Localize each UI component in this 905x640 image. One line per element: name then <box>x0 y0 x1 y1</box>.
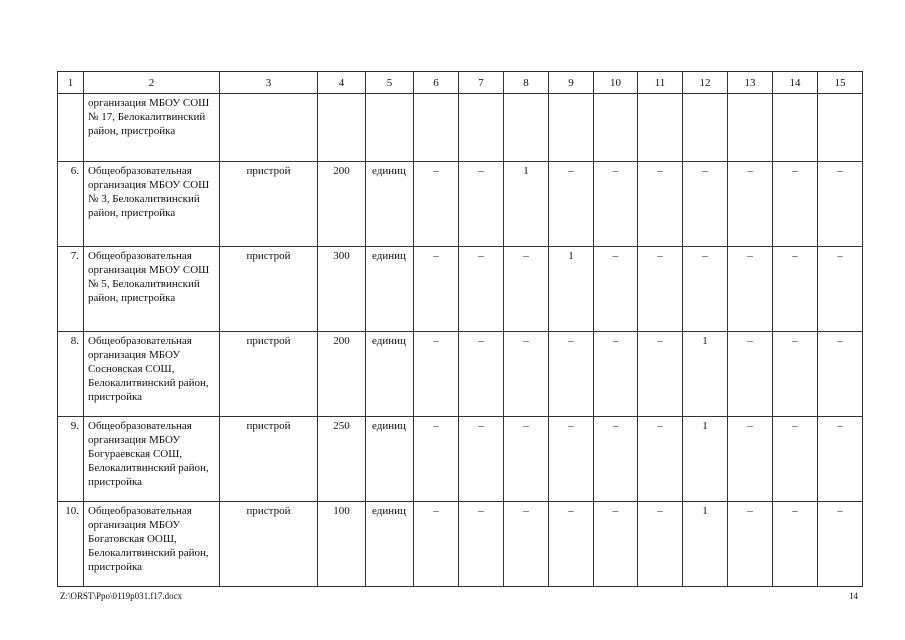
header-cell: 8 <box>504 72 549 94</box>
footer-file-path: Z:\ORST\Ppo\0119p031.f17.docx <box>60 591 183 601</box>
row-number-cell: 9. <box>58 417 84 502</box>
header-cell: 7 <box>459 72 504 94</box>
row-type-cell: пристрой <box>220 332 318 417</box>
table-header-row <box>58 72 863 94</box>
row-type-cell: пристрой <box>220 417 318 502</box>
row-name-cell: Общеобразовательная организация МБОУ СОШ № 3, Белокалитвинский район, пристройка <box>84 162 220 247</box>
row-name-cell: Общеобразовательная организация МБОУ Богатовская ООШ, Белокалитвинский район, пристройка <box>84 502 220 587</box>
header-cell: 5 <box>366 72 414 94</box>
row-value-cell: – <box>728 332 773 417</box>
row-value-cell: – <box>459 502 504 587</box>
header-cell: 3 <box>220 72 318 94</box>
row-capacity-cell: 100 <box>318 502 366 587</box>
row-value-cell <box>638 94 683 162</box>
table-row <box>58 502 863 587</box>
row-value-cell: – <box>504 332 549 417</box>
row-value-cell: – <box>818 332 863 417</box>
row-value-cell <box>594 94 638 162</box>
row-value-cell: – <box>504 502 549 587</box>
row-value-cell: – <box>773 502 818 587</box>
row-value-cell: – <box>638 502 683 587</box>
row-value-cell: – <box>594 502 638 587</box>
row-value-cell: – <box>549 502 594 587</box>
row-value-cell <box>818 94 863 162</box>
header-cell: 6 <box>414 72 459 94</box>
row-capacity-cell: 200 <box>318 162 366 247</box>
table-row-continuation <box>58 94 863 162</box>
row-value-cell <box>549 94 594 162</box>
row-type-cell: пристрой <box>220 502 318 587</box>
header-cell: 1 <box>58 72 84 94</box>
row-value-cell: – <box>773 162 818 247</box>
row-value-cell: – <box>414 332 459 417</box>
row-type-cell <box>220 94 318 162</box>
row-unit-cell: единиц <box>366 162 414 247</box>
row-value-cell: – <box>504 247 549 332</box>
row-value-cell: – <box>638 332 683 417</box>
row-value-cell <box>459 94 504 162</box>
header-cell: 15 <box>818 72 863 94</box>
row-value-cell: – <box>638 247 683 332</box>
row-value-cell: – <box>638 417 683 502</box>
row-unit-cell: единиц <box>366 332 414 417</box>
row-capacity-cell <box>318 94 366 162</box>
row-type-cell: пристрой <box>220 162 318 247</box>
row-value-cell: – <box>459 332 504 417</box>
row-value-cell: 1 <box>683 417 728 502</box>
header-cell: 11 <box>638 72 683 94</box>
table-row <box>58 332 863 417</box>
row-value-cell: – <box>459 247 504 332</box>
row-number-cell: 6. <box>58 162 84 247</box>
row-value-cell: – <box>594 417 638 502</box>
row-value-cell <box>504 94 549 162</box>
row-value-cell: – <box>773 332 818 417</box>
header-cell: 14 <box>773 72 818 94</box>
row-value-cell: 1 <box>683 502 728 587</box>
row-value-cell: – <box>414 417 459 502</box>
row-capacity-cell: 250 <box>318 417 366 502</box>
row-value-cell: – <box>728 502 773 587</box>
row-value-cell: 1 <box>683 332 728 417</box>
row-name-cell: организация МБОУ СОШ № 17, Белокалитвинский район, пристройка <box>84 94 220 162</box>
header-cell: 12 <box>683 72 728 94</box>
row-value-cell: – <box>414 162 459 247</box>
row-value-cell: – <box>683 162 728 247</box>
row-value-cell: – <box>818 502 863 587</box>
row-capacity-cell: 200 <box>318 332 366 417</box>
row-value-cell: – <box>818 162 863 247</box>
row-value-cell <box>414 94 459 162</box>
row-name-cell: Общеобразовательная организация МБОУ Богураевская СОШ, Белокалитвинский район, пристройка <box>84 417 220 502</box>
row-unit-cell: единиц <box>366 247 414 332</box>
row-value-cell: – <box>728 417 773 502</box>
table-body <box>58 72 863 587</box>
header-cell: 10 <box>594 72 638 94</box>
row-value-cell: – <box>549 417 594 502</box>
row-value-cell: – <box>728 162 773 247</box>
row-value-cell: – <box>414 502 459 587</box>
row-value-cell: – <box>504 417 549 502</box>
row-name-cell: Общеобразовательная организация МБОУ Сосновская СОШ, Белокалитвинский район, пристройка <box>84 332 220 417</box>
row-value-cell: – <box>414 247 459 332</box>
row-capacity-cell: 300 <box>318 247 366 332</box>
table-row <box>58 162 863 247</box>
header-cell: 4 <box>318 72 366 94</box>
header-cell: 9 <box>549 72 594 94</box>
row-value-cell: – <box>773 417 818 502</box>
row-value-cell: – <box>459 162 504 247</box>
header-cell: 13 <box>728 72 773 94</box>
row-value-cell: – <box>818 247 863 332</box>
row-value-cell: – <box>459 417 504 502</box>
row-unit-cell <box>366 94 414 162</box>
row-value-cell: – <box>638 162 683 247</box>
row-number-cell <box>58 94 84 162</box>
row-value-cell: – <box>594 332 638 417</box>
row-unit-cell: единиц <box>366 502 414 587</box>
row-number-cell: 10. <box>58 502 84 587</box>
row-number-cell: 7. <box>58 247 84 332</box>
table-row <box>58 247 863 332</box>
row-value-cell: 1 <box>549 247 594 332</box>
row-value-cell: – <box>594 247 638 332</box>
row-value-cell: – <box>549 162 594 247</box>
row-value-cell: – <box>549 332 594 417</box>
row-type-cell: пристрой <box>220 247 318 332</box>
footer-page-number: 14 <box>849 591 858 601</box>
row-value-cell: – <box>683 247 728 332</box>
row-unit-cell: единиц <box>366 417 414 502</box>
row-value-cell: – <box>594 162 638 247</box>
row-name-cell: Общеобразовательная организация МБОУ СОШ № 5, Белокалитвинский район, пристройка <box>84 247 220 332</box>
row-number-cell: 8. <box>58 332 84 417</box>
header-cell: 2 <box>84 72 220 94</box>
row-value-cell <box>728 94 773 162</box>
row-value-cell: – <box>728 247 773 332</box>
data-table <box>57 71 863 587</box>
row-value-cell: 1 <box>504 162 549 247</box>
row-value-cell <box>683 94 728 162</box>
table-row <box>58 417 863 502</box>
row-value-cell <box>773 94 818 162</box>
row-value-cell: – <box>773 247 818 332</box>
row-value-cell: – <box>818 417 863 502</box>
